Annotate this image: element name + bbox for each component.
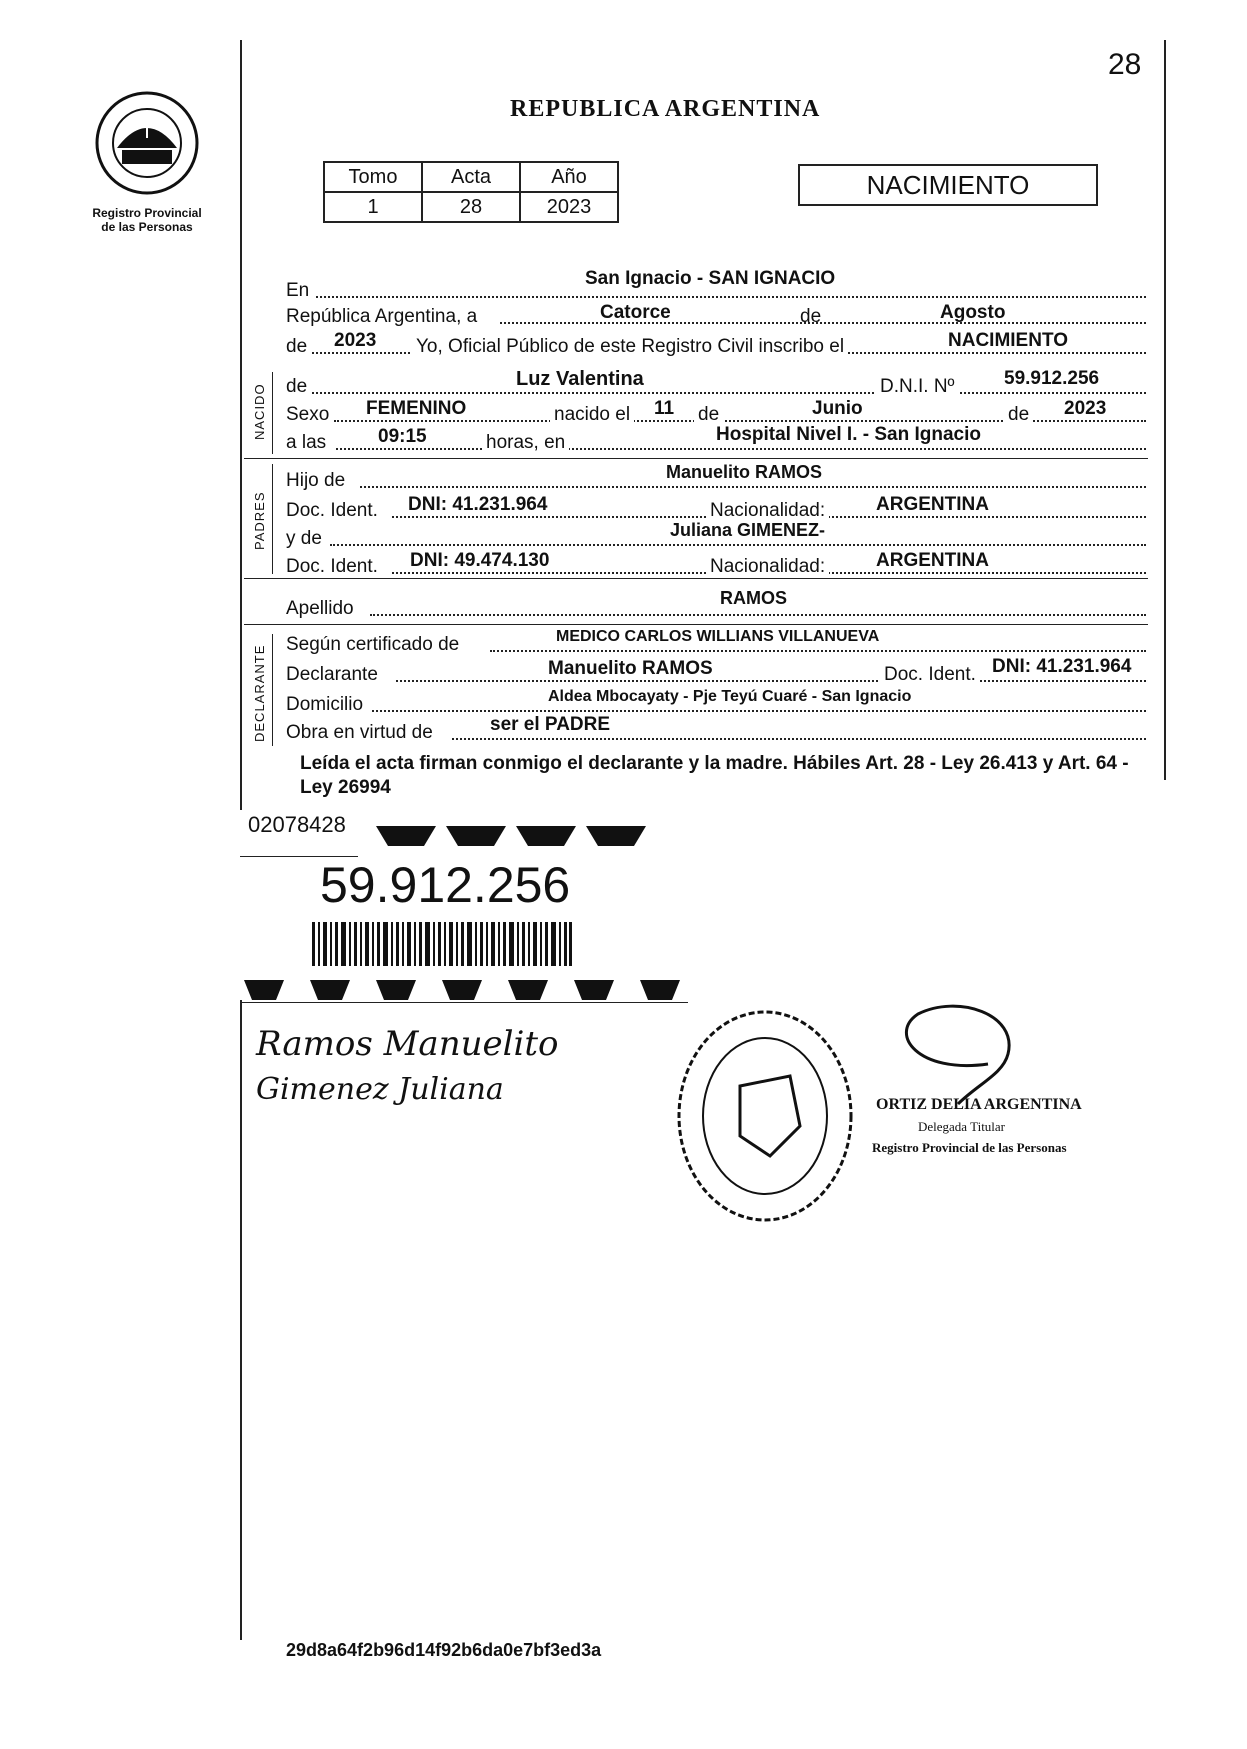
- value-padre-doc: DNI: 41.231.964: [408, 494, 548, 515]
- serial-number: 02078428: [248, 812, 346, 837]
- record-table: [323, 161, 619, 223]
- value-apellido: RAMOS: [720, 588, 787, 608]
- dotted-line: [490, 650, 1146, 652]
- label-segun-certificado: Según certificado de: [286, 634, 460, 655]
- document-title: REPUBLICA ARGENTINA: [510, 96, 821, 122]
- label-de-b2: de: [1004, 404, 1033, 426]
- label-de-mes: de: [800, 306, 822, 327]
- left-margin-line: [240, 40, 242, 810]
- value-dia-nac: 11: [654, 398, 675, 419]
- section-divider: [272, 464, 273, 574]
- separator: [240, 1002, 688, 1003]
- dotted-line: [316, 296, 1146, 298]
- security-wave-icon: [244, 974, 688, 1004]
- value-dia-inscripcion: Catorce: [600, 302, 671, 323]
- signature-mother: Gimenez Juliana: [256, 1072, 504, 1107]
- label-nacionalidad-1: Nacionalidad:: [706, 500, 829, 522]
- label-yo-oficial: Yo, Oficial Público de este Registro Civil inscribo el: [412, 336, 848, 358]
- label-obra-en-virtud: Obra en virtud de: [286, 722, 433, 743]
- dotted-line: [452, 738, 1146, 740]
- table-value-tomo: 1: [324, 192, 422, 222]
- table-header-tomo: Tomo: [324, 162, 422, 192]
- label-declarante: Declarante: [286, 664, 378, 685]
- label-sexo: Sexo: [286, 404, 330, 425]
- right-margin-line: [1164, 40, 1166, 780]
- value-madre-nac: ARGENTINA: [876, 550, 989, 571]
- dotted-line: [500, 322, 1146, 324]
- section-label-nacido: NACIDO: [252, 383, 267, 440]
- label-horas-en: horas, en: [482, 432, 569, 454]
- label-de-name: de: [286, 376, 308, 397]
- dotted-line: [372, 710, 1146, 712]
- label-doc-ident-2: Doc. Ident.: [286, 556, 378, 577]
- label-republica: República Argentina, a: [286, 306, 478, 327]
- official-name: ORTIZ DELIA ARGENTINA: [876, 1096, 1082, 1113]
- label-doc-ident-3: Doc. Ident.: [880, 664, 980, 686]
- value-madre: Juliana GIMENEZ-: [670, 520, 826, 540]
- label-de-year: de: [286, 336, 308, 357]
- table-header-anio: Año: [520, 162, 618, 192]
- signature-father: Ramos Manuelito: [256, 1024, 559, 1064]
- value-padre-nac: ARGENTINA: [876, 494, 989, 515]
- barcode-icon: [312, 922, 572, 966]
- separator: [244, 578, 1148, 579]
- label-en: En: [286, 280, 310, 301]
- value-sexo: FEMENINO: [366, 398, 467, 419]
- label-nacido-el: nacido el: [550, 404, 634, 426]
- label-de-b1: de: [694, 404, 723, 426]
- left-margin-line-lower: [240, 1000, 242, 1640]
- label-nacionalidad-2: Nacionalidad:: [706, 556, 829, 578]
- big-dni-number: 59.912.256: [320, 857, 571, 913]
- section-divider: [272, 372, 273, 454]
- separator: [244, 624, 1148, 625]
- value-certificado: MEDICO CARLOS WILLIANS VILLANUEVA: [556, 628, 880, 645]
- value-padre: Manuelito RAMOS: [666, 462, 822, 482]
- label-y-de: y de: [286, 528, 322, 549]
- logo-caption: Registro Provincial de las Personas: [92, 206, 202, 234]
- section-divider: [272, 634, 273, 746]
- value-lugar: San Ignacio - SAN IGNACIO: [585, 268, 836, 289]
- label-dni: D.N.I. Nº: [876, 376, 959, 398]
- table-header-acta: Acta: [422, 162, 520, 192]
- dotted-line: [330, 544, 1146, 546]
- section-label-padres: PADRES: [252, 491, 267, 550]
- label-hijo-de: Hijo de: [286, 470, 346, 491]
- official-stamp-icon: [670, 1006, 860, 1226]
- dotted-line: [336, 448, 1146, 450]
- closing-text: Leída el acta firman conmigo el declarante y la madre. Hábiles Art. 28 - Ley 26.413 y Art. 64 - Ley 26994: [300, 753, 1129, 798]
- value-mes-nac: Junio: [812, 398, 863, 419]
- value-tipo: NACIMIENTO: [948, 330, 1068, 351]
- province-seal-icon: [92, 88, 202, 198]
- value-anio-nac: 2023: [1064, 398, 1107, 419]
- value-domicilio: Aldea Mbocayaty - Pje Teyú Cuaré - San Ignacio: [548, 688, 912, 705]
- label-a-las: a las: [286, 432, 327, 453]
- document-hash: 29d8a64f2b96d14f92b6da0e7bf3ed3a: [286, 1640, 602, 1660]
- separator: [244, 458, 1148, 459]
- security-wave-icon: [376, 822, 686, 850]
- label-apellido: Apellido: [286, 598, 354, 619]
- value-hora: 09:15: [378, 426, 427, 447]
- value-madre-doc: DNI: 49.474.130: [410, 550, 550, 571]
- section-label-declarante: DECLARANTE: [252, 644, 267, 742]
- dotted-line: [312, 392, 1146, 394]
- value-mes-inscripcion: Agosto: [940, 302, 1006, 323]
- official-office: Registro Provincial de las Personas: [872, 1140, 1067, 1155]
- table-value-anio: 2023: [520, 192, 618, 222]
- label-doc-ident-1: Doc. Ident.: [286, 500, 378, 521]
- value-declarante-doc: DNI: 41.231.964: [992, 656, 1132, 677]
- value-dni: 59.912.256: [1004, 368, 1100, 389]
- value-lugar-nac: Hospital Nivel I. - San Ignacio: [716, 424, 981, 445]
- value-anio-inscripcion: 2023: [334, 330, 377, 351]
- value-obra: ser el PADRE: [490, 714, 611, 735]
- label-domicilio: Domicilio: [286, 694, 364, 715]
- page-number: 28: [1108, 48, 1142, 81]
- dotted-line: [396, 680, 1146, 682]
- act-type-box: NACIMIENTO: [798, 164, 1098, 206]
- dotted-line: [360, 486, 1146, 488]
- value-declarante: Manuelito RAMOS: [548, 658, 713, 679]
- value-nombre: Luz Valentina: [516, 368, 644, 390]
- dotted-line: [370, 614, 1146, 616]
- table-value-acta: 28: [422, 192, 520, 222]
- official-role: Delegada Titular: [918, 1119, 1006, 1134]
